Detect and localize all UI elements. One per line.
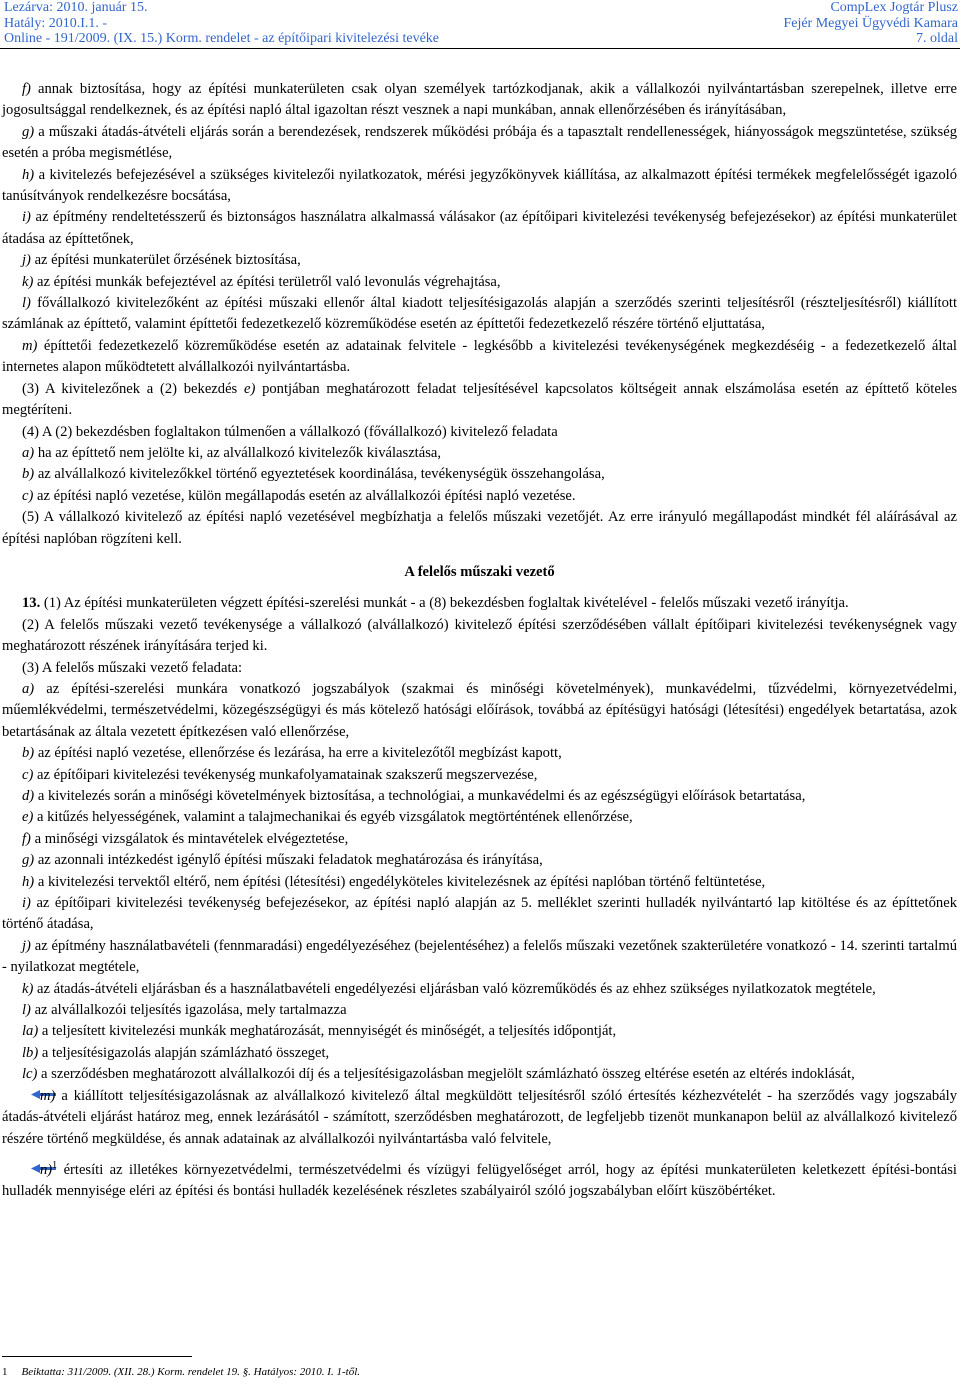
point-label: d) <box>22 788 35 804</box>
section-number: 13. <box>22 595 41 612</box>
point-text: az építmény rendeltetésszerű és biztonságos használatra alkalmassá válásakor (az építőipari kivitelezési tevékenység befejezésekor) az építési munkaterület átadása az építtetőnek, <box>2 209 957 247</box>
point-reference: e) <box>243 380 256 397</box>
footnote-reference[interactable]: 1 <box>52 1160 58 1172</box>
list-item <box>2 1064 957 1085</box>
point-text: a kitűzés helyességének, valamint a talajmechanikai és egyéb vizsgálatok megtörténtének ellenőrzése, <box>33 809 633 826</box>
point-label: m) <box>22 337 38 354</box>
point-label: f) <box>22 81 31 97</box>
point-label: k) <box>22 980 34 997</box>
point-label: c) <box>22 487 34 504</box>
header-licensee: Fejér Megyei Ügyvédi Kamara <box>783 15 958 31</box>
section-13-text: (1) Az építési munkaterületen végzett építési-szerelési munkát - a (8) bekezdésben foglaltak kivételével - felelős műszaki vezető irányítja. <box>40 595 849 612</box>
point-text: a minőségi vizsgálatok és mintavételek elvégeztetése, <box>30 830 349 847</box>
list-item <box>2 1000 957 1021</box>
point-label: h) <box>22 873 35 890</box>
paragraph-list-2 <box>2 615 957 1086</box>
header-divider <box>0 48 960 49</box>
list-item <box>2 379 957 422</box>
section-title: A felelős műszaki vezető <box>404 563 555 580</box>
point-text: ha az építtető nem jelölte ki, az alvállalkozó kivitelezők kiválasztása, <box>34 444 442 461</box>
list-item <box>2 1021 957 1042</box>
point-text: az építési napló vezetése, külön megállapodás esetén az alvállalkozói építési napló vezetése. <box>33 487 576 504</box>
point-label: g) <box>22 852 35 869</box>
point-label: g) <box>22 123 35 140</box>
point-text: az alvállalkozó kivitelezőkkel történő egyeztetések koordinálása, tevékenységük összehangolása, <box>34 466 605 483</box>
list-item <box>2 336 957 379</box>
point-text: a műszaki átadás-átvételi eljárás során a berendezések, rendszerek működési próbája és a tapasztalt rendellenességek, hiányosságok megszüntetése, szükség esetén a próba megismétlése, <box>2 123 957 162</box>
header-effective-date: Hatály: 2010.I.1. - <box>4 15 108 31</box>
list-item <box>2 122 957 165</box>
footnote-text: Beiktatta: 311/2009. (XII. 28.) Korm. rendelet 19. §. Hatályos: 2010. I. 1-től. <box>21 1366 360 1378</box>
list-item <box>2 936 957 979</box>
point-text: (2) A felelős műszaki vezető tevékenysége a vállalkozó (alvállalkozó) kivitelező építési szerződésében vállalt építőipari kivitelezési tevékenységnek vagy meghatározott részének irányítására terjed ki. <box>2 616 957 655</box>
point-text: a teljesítésigazolás alapján számlázható összeget, <box>38 1044 330 1061</box>
list-item <box>2 743 957 764</box>
list-item <box>2 79 957 122</box>
footnote-area <box>2 1356 958 1379</box>
list-item <box>2 422 957 443</box>
point-label: l) <box>22 1002 31 1019</box>
header-product-name[interactable]: CompLex Jogtár Plusz <box>830 0 958 15</box>
document-body <box>2 79 957 1203</box>
point-text: az építési napló vezetése, ellenőrzése és lezárása, ha erre a kivitelezőtől megbízást kapott, <box>34 745 562 762</box>
point-label: a) <box>22 680 35 697</box>
list-item <box>2 658 957 679</box>
paragraph-n-text: értesíti az illetékes környezetvédelmi, természetvédelmi és vízügyi felügyelőséget arról, hogy az építési munkaterületen keletkezett építési-bontási hulladék mennyisége eléri az építési és bontási hulladék kezelésének részletes szabályairól szóló jogszabályban előírt küszöbértéket. <box>2 1161 957 1200</box>
point-text: (5) A vállalkozó kivitelező az építési napló vezetésével megbízhatja a felelős műszaki vezetőjét. Az erre irányuló megállapodást mindkét fél aláírásával az építési naplóban rögzíteni kell. <box>2 509 957 547</box>
list-item <box>2 850 957 871</box>
list-item <box>2 829 957 850</box>
point-label: h) <box>22 166 35 183</box>
list-item <box>2 679 957 743</box>
paragraph-m-point: m) <box>40 1087 56 1104</box>
point-label: b) <box>22 745 35 762</box>
point-label: lc) <box>22 1066 38 1083</box>
point-label: e) <box>22 809 34 826</box>
header-closed-date: Lezárva: 2010. január 15. <box>4 0 148 15</box>
paragraph-n-point: n) <box>40 1161 53 1178</box>
list-item <box>2 250 957 271</box>
point-text: (3) A felelős műszaki vezető feladata: <box>22 659 243 676</box>
point-text: fővállalkozó kivitelezőként az építési műszaki ellenőr által kiadott teljesítésigazolás alapján a szerződés szerinti teljesítésről (részteljesítésről) kiállított számlának az építtető, valamint építtetői fedezetkezelő közreműködése esetén az építtetői fedezetkezelő részére történő eljuttatása, <box>2 295 957 333</box>
paragraph-m <box>2 1086 957 1150</box>
point-text: a kivitelezési tervektől eltérő, nem építési (létesítési) engedélyköteles kivitelezésnek az építési naplóban történő feltüntetése, <box>34 873 766 890</box>
point-label: l) <box>22 295 31 312</box>
point-text: az építési munkaterület őrzésének biztosítása, <box>30 252 301 269</box>
header-left <box>4 0 439 47</box>
list-item <box>2 207 957 250</box>
header-page-number: 7. oldal <box>916 31 958 46</box>
point-label: k) <box>22 273 34 290</box>
point-text: az építési munkák befejeztével az építési területről való levonulás végrehajtása, <box>33 273 501 290</box>
point-text: az építési-szerelési munkára vonatkozó jogszabályok (szakmai és minőségi követelmények), munkavédelmi, tűzvédelmi, környezetvédelmi, műemlékvédelmi, természetvédelmi, közegészségügyi és más kötelező hatósági előírások, továbbá az építésügyi hatósági (létesítési) engedélyek betartatása, azok betartásának az általa vezetett építkezésen való ellenőrzése, <box>2 680 957 740</box>
paragraph-list-1 <box>2 79 957 550</box>
point-text: az építmény használatbavételi (fennmaradási) engedélyezéséhez (bejelentéséhez) a felelős műszaki vezetőnek szakterületére vonatkozó - 14. szerinti tartalmú - nyilatkozat megtétele, <box>2 937 957 976</box>
point-label: c) <box>22 766 34 783</box>
list-item <box>2 1043 957 1064</box>
point-text: a teljesített kivitelezési munkák meghatározását, mennyiségét és minőségét, a teljesítés időpontját, <box>38 1023 617 1040</box>
point-text: a kivitelezés során a minőségi követelmények biztosítása, a technológiai, a munkavédelmi és az egészségügyi előírások betartatása, <box>34 788 806 804</box>
point-label: b) <box>22 466 35 483</box>
point-label: a) <box>22 444 35 461</box>
footnote <box>2 1365 958 1379</box>
point-text-continued: pontjában meghatározott feladat teljesítésével kapcsolatos költségeit annak elszámolása esetén az építtető köteles megtéríteni. <box>2 380 958 419</box>
list-item <box>2 486 957 507</box>
list-item <box>2 272 957 293</box>
list-item <box>2 165 957 208</box>
point-label: f) <box>22 830 31 847</box>
header-right <box>783 0 958 47</box>
page-header <box>0 0 960 50</box>
point-text: az alvállalkozói teljesítés igazolása, mely tartalmazza <box>30 1002 347 1019</box>
point-text: a kivitelezés befejezésével a szükséges kivitelezői nyilatkozatok, mérési jegyzőkönyvek kiállítása, az alkalmazott építési termékek megfelelősségét igazoló tanúsítványok rendelkezésre bocsátása, <box>2 166 957 205</box>
footnote-divider <box>2 1356 192 1357</box>
section-13-paragraph-1 <box>2 593 957 614</box>
list-item <box>2 293 957 336</box>
point-label: i) <box>22 895 31 912</box>
list-item <box>2 979 957 1000</box>
footnote-number: 1 <box>2 1366 8 1378</box>
paragraph-n <box>2 1160 957 1203</box>
point-text: építtetői fedezetkezelő közreműködése esetén az adatainak felvitele - legkésőbb a kivitelezési tevékenységének megkezdéséig - a fedezetkezelő által internetes alapon működtetett alvállalkozói nyilvántartásba. <box>2 337 957 376</box>
point-label: j) <box>22 252 31 269</box>
list-item <box>2 615 957 658</box>
list-item <box>2 807 957 828</box>
point-label: j) <box>22 937 31 954</box>
point-text: (3) A kivitelezőnek a (2) bekezdés <box>22 380 244 397</box>
point-text: annak biztosítása, hogy az építési munkaterületen csak olyan személyek tartózkodjanak, akik a vállalkozói nyilvántartásban szerepelnek, illetve erre jogosultsággal rendelkeznek, és az építési napló által igazoltan részt vesznek a napi munkában, annak ellenőrzésében és irányításában, <box>2 81 957 119</box>
point-label: i) <box>22 209 31 226</box>
point-text: a szerződésben meghatározott alvállalkozói díj és a teljesítésigazolásban megjelölt számlázható összeg eltérése esetén az eltérés indoklását, <box>37 1066 855 1083</box>
amendment-marker-icon[interactable] <box>10 1087 38 1100</box>
point-text: (4) A (2) bekezdésben foglaltakon túlmenően a vállalkozó (fővállalkozó) kivitelező feladata <box>22 423 558 440</box>
amendment-marker-icon[interactable] <box>10 1161 38 1174</box>
point-label: la) <box>22 1023 39 1040</box>
point-text: az építőipari kivitelezési tevékenység befejezésekor, az építési napló alapján az 5. melléklet szerinti hulladék nyilvántartó lap kitöltése és az építtetőnek történő átadása, <box>2 895 957 933</box>
list-item <box>2 765 957 786</box>
list-item <box>2 872 957 893</box>
paragraph-m-text: a kiállított teljesítésigazolásnak az alvállalkozó kivitelező által megküldött teljesítésről szóló értesítés kézhezvételét - ha szerződés vagy jogszabály átadás-átvételi eljárást határoz meg, ennek lezárásától - számított, szerződésben meghatározott, de legfeljebb tizenöt munkanapon belül az alvállalkozó kivitelező részére történő megküldése, és annak adatainak az alvállalkozói nyilvántartásba való felvitele, <box>2 1087 957 1147</box>
list-item <box>2 786 957 807</box>
point-text: az átadás-átvételi eljárásban és a használatbavételi engedélyezési eljárásban való közreműködés és az ehhez szükséges nyilatkozatok megtétele, <box>33 980 876 997</box>
header-document-title[interactable]: Online - 191/2009. (IX. 15.) Korm. rendelet - az építőipari kivitelezési tevéke <box>4 31 440 46</box>
list-item <box>2 893 957 936</box>
list-item <box>2 464 957 485</box>
point-label: lb) <box>22 1044 39 1061</box>
point-text: az építőipari kivitelezési tevékenység munkafolyamatainak szakszerű megszervezése, <box>33 766 538 783</box>
list-item <box>2 507 957 550</box>
list-item <box>2 443 957 464</box>
point-text: az azonnali intézkedést igénylő építési műszaki feladatok meghatározása és irányítása, <box>34 852 543 869</box>
